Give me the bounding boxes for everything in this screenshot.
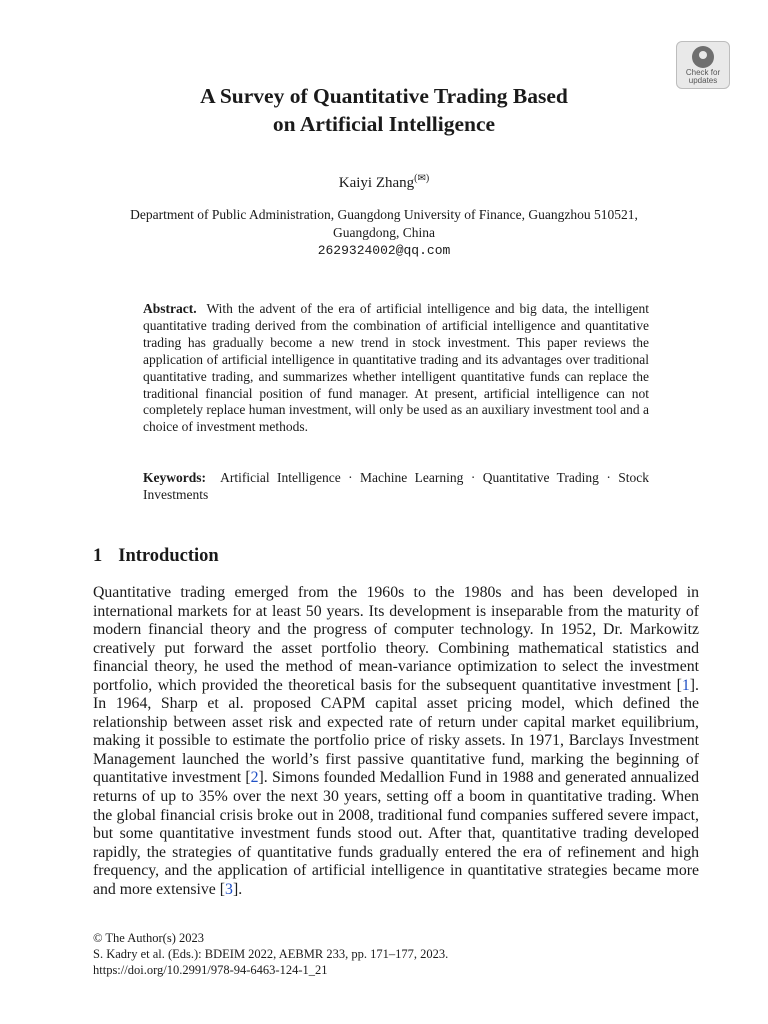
abstract-label: Abstract. [143, 301, 197, 316]
affiliation-line1: Department of Public Administration, Guangdong University of Finance, Guangzhou 510521, [130, 207, 638, 222]
citation-link-1[interactable]: 1 [681, 676, 690, 694]
author-email: 2629324002@qq.com [317, 243, 451, 258]
keywords [143, 470, 649, 504]
paper-title-line1: A Survey of Quantitative Trading Based [200, 84, 568, 108]
keywords-label: Keywords: [143, 470, 206, 485]
intro-text-c: ]. Simons founded Medallion Fund in 1988 and generated annualized returns of up to 35% over the next 30 years, setting off a boom in quantitative trading. When the global financial crisis broke out in 2008, traditional fund companies suffered severe impact, but some quantitative investment funds stood out. After that, quantitative trading developed rapidly, the strategies of quantitative funds gradually entered the era of refinement and high frequency, and the application of artificial intelligence in quantitative strategies became more and more extensive [ [93, 769, 699, 898]
doi-link[interactable]: https://doi.org/10.2991/978-94-6463-124-1_21 [93, 963, 328, 977]
citation-link-3[interactable]: 3 [225, 880, 233, 898]
author [0, 173, 768, 192]
intro-text-a: Quantitative trading emerged from the 1960s to the 1980s and has been developed in international markets for at least 50 years. Its development is inseparable from the maturity of modern financial theory and the progress of computer technology. In 1952, Dr. Markowitz creatively put forward the asset portfolio theory. Combining mathematical statistics and financial theory, he used the method of mean-variance optimization to select the investment portfolio, which provided the theoretical basis for the subsequent quantitative investment [ [93, 584, 699, 694]
copyright-line: © The Author(s) 2023 [93, 931, 204, 945]
badge-line1: Check for [685, 68, 721, 77]
intro-paragraph [93, 584, 699, 899]
crossmark-icon [692, 46, 714, 68]
citation-link-2[interactable]: 2 [250, 769, 259, 787]
intro-text-d: ]. [232, 880, 243, 898]
paper-title-line2: on Artificial Intelligence [272, 112, 496, 136]
section-heading [93, 546, 219, 567]
author-name: Kaiyi Zhang [338, 175, 415, 191]
keywords-text: Artificial Intelligence · Machine Learning · Quantitative Trading · Stock Investments [143, 470, 649, 502]
corresponding-mark: (✉) [414, 173, 430, 184]
abstract-text: With the advent of the era of artificial intelligence and big data, the intelligent quantitative trading derived from the combination of artificial intelligence and quantitative trading has gradually become a new trend in stock investment. This paper reviews the application of artificial intelligence in quantitative trading and its advantages over traditional quantitative trading, and summarizes whether intelligent quantitative funds can replace the traditional financial position of fund manager. At present, artificial intelligence can not completely replace human investment, will only be used as an auxiliary investment tool and a choice of investment methods. [143, 301, 649, 435]
badge-line2: updates [688, 76, 718, 85]
section-title: Introduction [118, 546, 219, 566]
abstract [143, 301, 649, 436]
book-citation: S. Kadry et al. (Eds.): BDEIM 2022, AEBMR 233, pp. 171–177, 2023. [93, 947, 449, 961]
affiliation-line2: Guangdong, China [333, 225, 435, 240]
section-number: 1 [93, 546, 103, 566]
intro-text-b: ]. In 1964, Sharp et al. proposed CAPM capital asset pricing model, which defined the relationship between asset risk and expected rate of return under capital market equilibrium, making it possible to estimate the portfolio price of risky assets. In 1971, Barclays Investment Management launched the world’s first passive quantitative fund, marking the beginning of quantitative investment [ [93, 676, 699, 787]
